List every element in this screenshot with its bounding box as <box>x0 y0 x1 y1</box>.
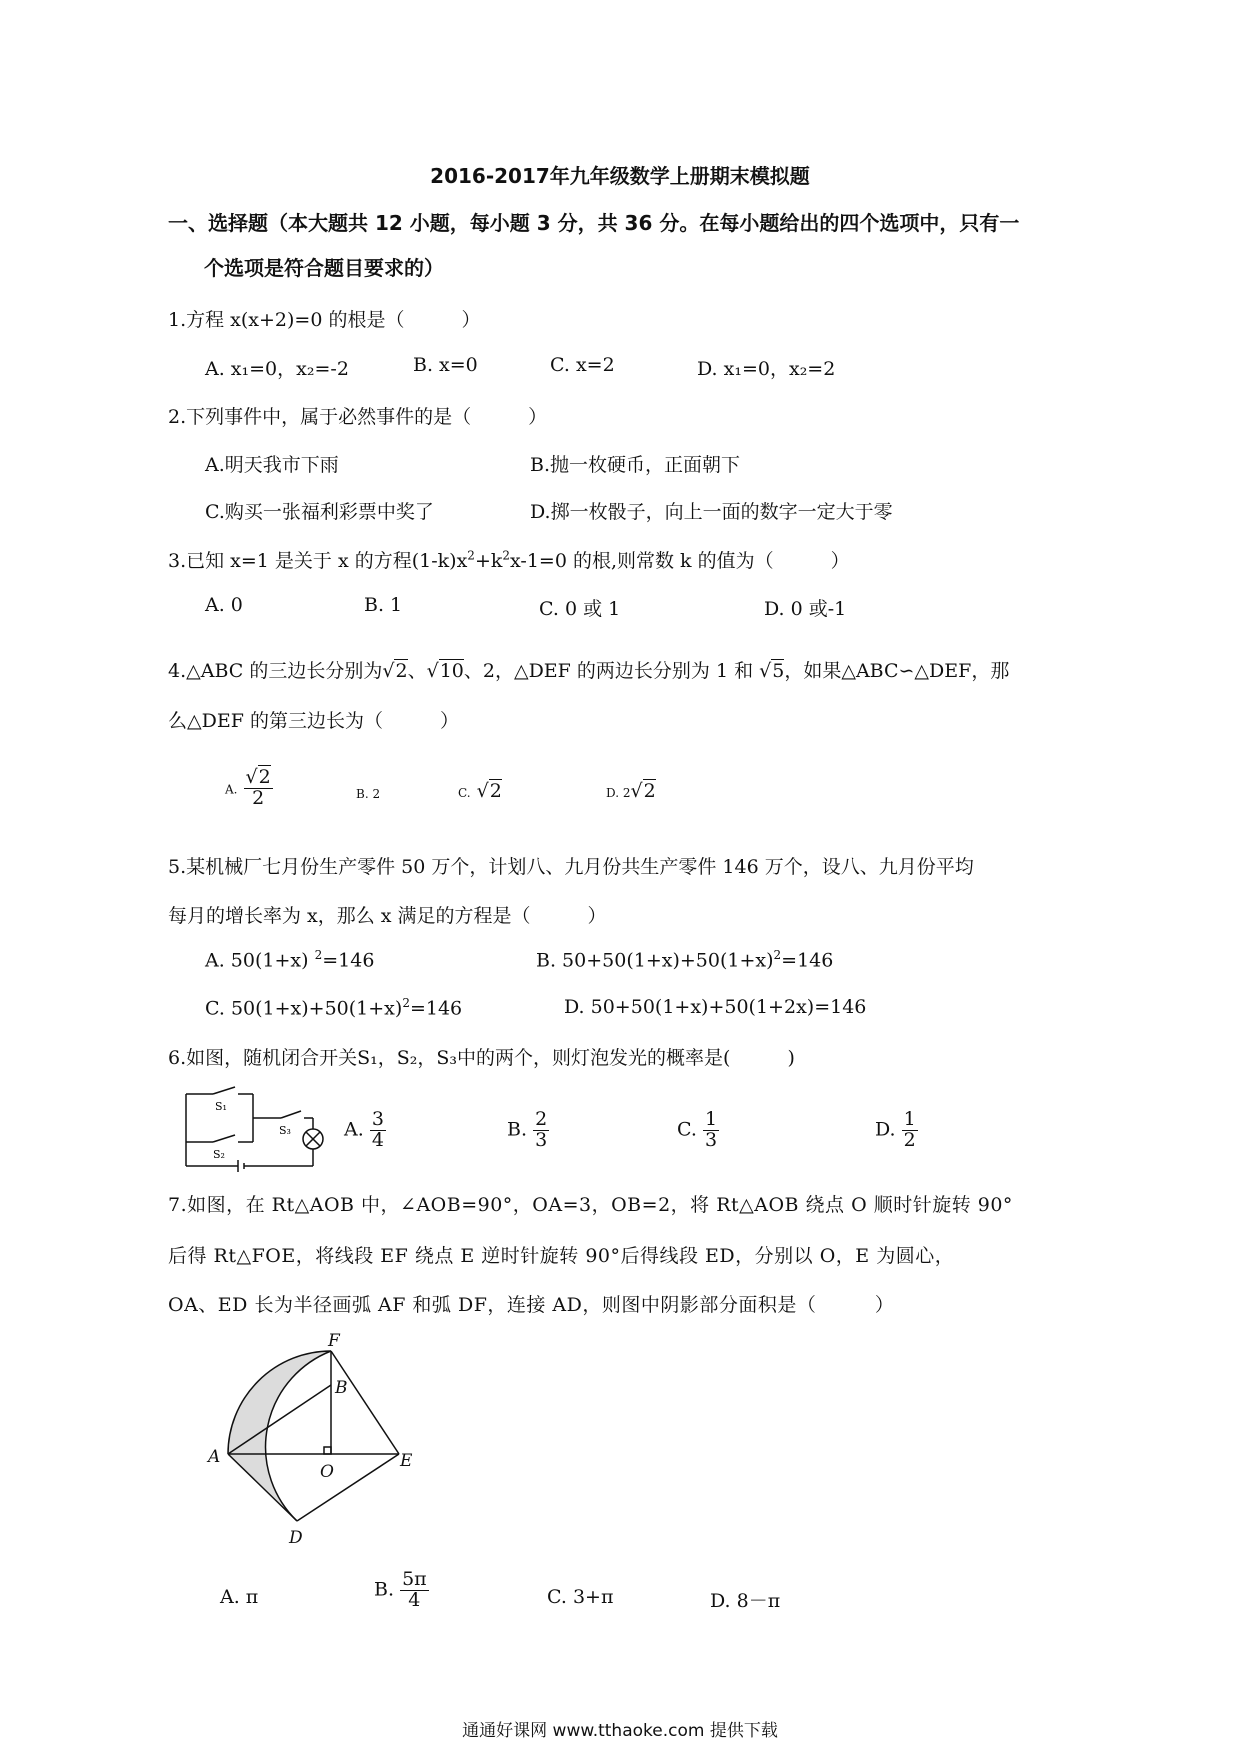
q4-option-b: B. 2 <box>356 787 381 801</box>
q6-option-b: B. $\frac{2}{3}$ <box>507 1108 548 1151</box>
q5-stem-line1: 5.某机械厂七月份生产零件 50 万个，计划八、九月份共生产零件 146 万个，设八、九月份平均 <box>168 856 974 878</box>
q6-option-c: C. $\frac{1}{3}$ <box>677 1108 718 1151</box>
point-a-label: A <box>208 1447 221 1467</box>
switch-s2-label: S₂ <box>213 1148 225 1161</box>
geometry-figure <box>200 1330 430 1550</box>
section-heading-line1: 一、选择题（本大题共 12 小题，每小题 3 分，共 36 分。在每小题给出的四个选项中，只有一 <box>168 211 1020 235</box>
q1-option-b: B. x=0 <box>413 354 478 376</box>
q7-option-b: B. $\frac{5\pi}{4}$ <box>374 1568 427 1611</box>
point-f-label: F <box>328 1331 340 1351</box>
point-d-label: D <box>289 1528 303 1548</box>
q2-option-a: A.明天我市下雨 <box>205 454 339 476</box>
q2-option-d: D.掷一枚骰子，向上一面的数字一定大于零 <box>530 501 893 523</box>
switch-s3-label: S₃ <box>279 1124 291 1137</box>
q5-option-c: C. $50(1+x)+50(1+x)^2=146$ <box>205 996 463 1020</box>
q7-stem-line1: 7.如图，在 Rt△AOB 中，∠AOB=90°，OA=3，OB=2，将 Rt△AOB 绕点 O 顺时针旋转 90° <box>168 1194 1013 1216</box>
q3-stem: 3.已知 x=1 是关于 x 的方程$(1-k)x^2+k^2x-1=0$ 的根,则常数 k 的值为（ ） <box>168 548 850 572</box>
point-o-label: O <box>320 1462 334 1482</box>
q6-stem: 6.如图，随机闭合开关S₁，S₂，S₃中的两个，则灯泡发光的概率是( ) <box>168 1047 795 1069</box>
q7-option-c: C. 3+π <box>547 1586 614 1608</box>
q1-option-c: C. x=2 <box>550 354 615 376</box>
q2-option-b: B.抛一枚硬币，正面朝下 <box>530 454 741 476</box>
q3-option-c: C. 0 或 1 <box>539 598 621 620</box>
q5-option-a: A. 50(1+x) $^2$=146 <box>205 948 375 972</box>
q3-option-d: D. 0 或-1 <box>764 598 847 620</box>
point-e-label: E <box>400 1451 413 1471</box>
page-title: 2016-2017年九年级数学上册期末模拟题 <box>430 164 810 188</box>
q4-option-d: D. 2√2 <box>606 780 656 802</box>
switch-s1-label: S₁ <box>215 1100 227 1113</box>
q7-option-a: A. π <box>220 1586 259 1608</box>
point-b-label: B <box>335 1378 348 1398</box>
q4-option-c: C. √2 <box>458 780 502 802</box>
q7-stem-line2: 后得 Rt△FOE，将线段 EF 绕点 E 逆时针旋转 90°后得线段 ED，分别以 O，E 为圆心， <box>168 1245 955 1267</box>
section-heading-line2: 个选项是符合题目要求的） <box>204 256 444 280</box>
q4-stem-line2: 么△DEF 的第三边长为（ ） <box>168 710 459 732</box>
q1-stem: 1.方程 x(x+2)=0 的根是（ ） <box>168 309 481 331</box>
q6-option-a: A. $\frac{3}{4}$ <box>344 1108 384 1151</box>
q2-stem: 2.下列事件中，属于必然事件的是（ ） <box>168 406 548 428</box>
q1-option-d: D. x₁=0，x₂=2 <box>697 358 836 380</box>
q4-stem: 4.△ABC 的三边长分别为√2、√10、2，△DEF 的两边长分别为 1 和 √5，如果△ABC∽△DEF，那 <box>168 660 1010 682</box>
q5-option-b: B. $50+50(1+x)+50(1+x)^2=146$ <box>536 948 834 972</box>
q7-option-d: D. 8－π <box>710 1590 781 1612</box>
q2-option-c: C.购买一张福利彩票中奖了 <box>205 501 434 523</box>
q5-stem-line2: 每月的增长率为 x，那么 x 满足的方程是（ ） <box>168 905 607 927</box>
q5-option-d: D. 50+50(1+x)+50(1+2x)=146 <box>564 996 867 1018</box>
q7-stem-line3: OA、ED 长为半径画弧 AF 和弧 DF，连接 AD，则图中阴影部分面积是（ ） <box>168 1294 895 1316</box>
q4-option-a: A. $\frac{√2}{2}$ <box>225 766 271 809</box>
circuit-diagram <box>183 1084 333 1172</box>
q1-option-a: A. x₁=0，x₂=-2 <box>205 358 349 380</box>
q3-option-a: A. 0 <box>205 594 243 616</box>
q3-option-b: B. 1 <box>364 594 403 616</box>
footer-credit: 通通好课网 www.tthaoke.com 提供下载 <box>462 1721 778 1741</box>
q6-option-d: D. $\frac{1}{2}$ <box>875 1108 916 1151</box>
